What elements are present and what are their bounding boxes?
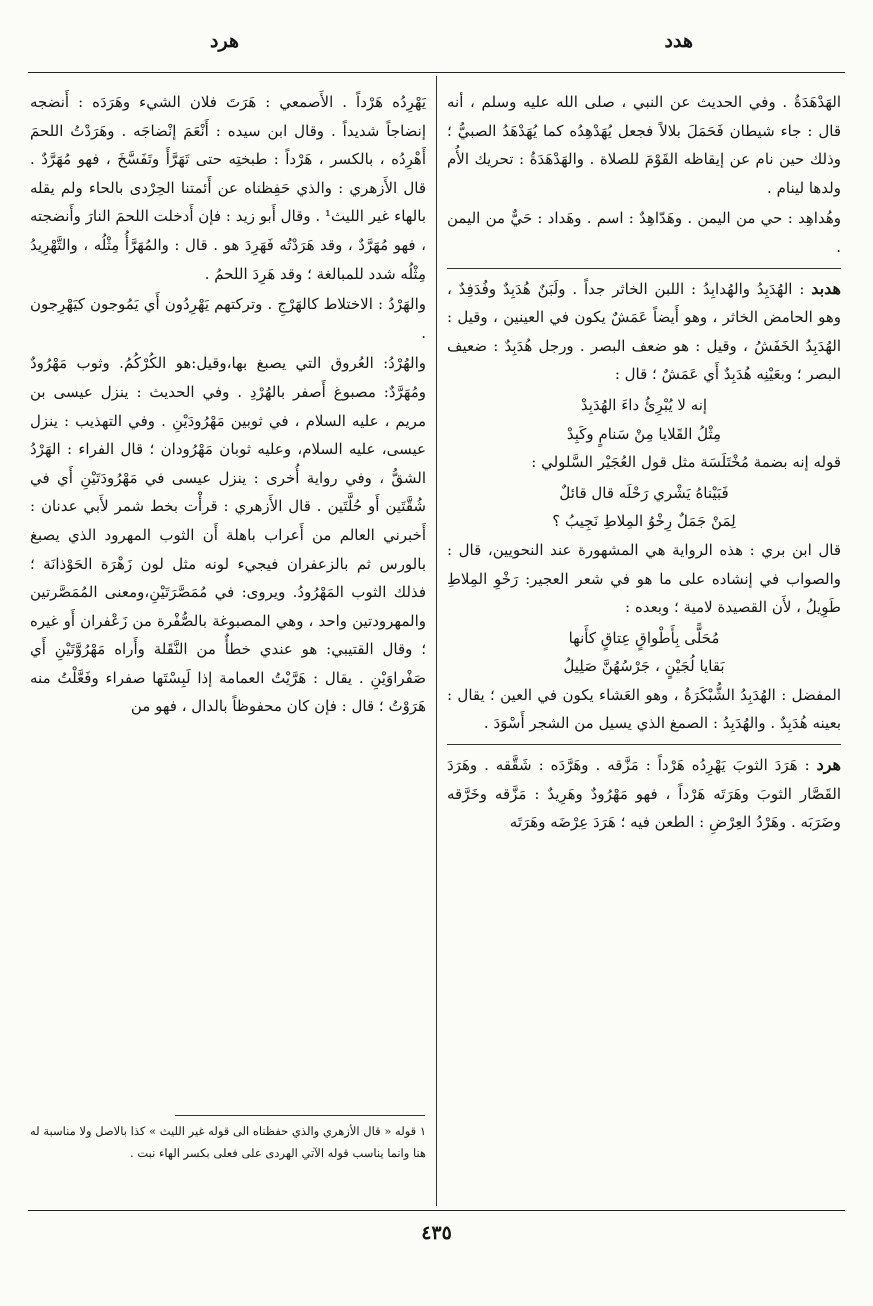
entry-text-hdbd: : الهُدَبِدُ والهُدابِدُ : اللبن الخاثر جداً . ولَبَنٌ هُدَبِدٌ وفُدَفِدٌ ، وهو الحامض الخاثر ، وهو أَيضاً عَمَشٌ يكون في العينين ، وقيل : الهُدَبِدُ الخَفَشُ ، وقيل : هو ضعف البصر . ورجل هُدَبِدٌ : ضعيف البصر ؛ وبعَيْنِه هُدَبِدٌ أَي عَمَشٌ ؛ قال : bbox=[447, 279, 841, 384]
paragraph-hard-mixing: والهَرْدُ : الاختلاط كالهَرْجِ . وتركتهم يَهْرِدُون أَي يَمُوجون كيَهْرِجون . bbox=[30, 295, 426, 342]
footer-rule bbox=[28, 1210, 845, 1211]
entry-hdbd bbox=[447, 275, 841, 389]
entry-headword-hdbd: هدبد bbox=[811, 278, 841, 298]
entry-separator bbox=[447, 744, 841, 745]
entry-headword-hrd: هرد bbox=[816, 755, 841, 775]
verse-line: مِثْلُ القَلايا مِنْ سَنامٍ وكَبِدْ bbox=[566, 424, 722, 443]
verse-line: مُحَلًّى بِأَطْواقٍ عِتاقٍ كأَنها bbox=[568, 628, 720, 647]
verse-line: فَبَيْناهُ يَشْري رَحْلَه قال قائلٌ bbox=[559, 483, 729, 502]
footnote: ١ قوله « قال الأزهري والذي حفظناه الى قوله غير الليث » كذا بالاصل ولا مناسبة له هنا وانما يناسب قوله الآتي الهردى على فعلى بكسر الهاء نبت . bbox=[30, 1124, 426, 1160]
paragraph-hudahid: وهُداهِد : حي من اليمن . وهَدّاهِدٌ : اسم . وهَداد : حَيٌّ من اليمن . bbox=[447, 209, 841, 256]
header-rule bbox=[28, 72, 845, 73]
entry-hrd bbox=[447, 751, 841, 837]
running-head-right: هدد bbox=[664, 30, 693, 52]
paragraph-hurd-dye: والهُرْدُ: العُروق التي يصبغ بها،وقيل:هو الكُرْكُمُ. وثوب مَهْرُودٌ ومُهَرَّدٌ: مصبوغ أَصفر بالهُرْدِ . وفي الحديث : ينزل عيسى بن مريم ، عليه السلام ، في ثوبين مَهْرُودَيْنِ . وفي التهذيب : ينزل عيسى، عليه السلام، وعليه ثوبان مَهْرُودان ؛ قال الفراء : الهَرْدُ الشقُّ ، وفي رواية أُخرى : ينزل عيسى في مَهْرُودَتَيْنِ أَي في شُقَّتَين أَو حُلَّتَين . قال الأَزهري : قرأْت بخط شمر لأَبي عدنان : أَخبرني العالم من أَعراب باهلة أَن الثوب المهرود الذي يصبغ بالورس ثم بالزعفران فيجيء لونه مثل لون زَهْرَة الحَوْذانَة ؛ فذلك الثوب المَهْرُودُ. ويروى: في مُمَصَّرَتَيْنِ،ومعنى المُمَصَّرتين والمهرودتين واحد ، وهي المصبوغة بالصُّفْرة من زَعْفران أَو غيره ؛ وقال القتيبي: هو عندي خطأٌ من النَّقَلة وأَراه مَهْرُوَّتَيْنِ أَي صَفْراوَيْنِ . يقال : هَرَّيْتُ العمامة إذا لَبِسْتَها صفراء وفَعَّلْتُ منه هَرَوْتُ ؛ قال : فإن كان محفوظاً بالدال ، فهو من bbox=[30, 354, 426, 716]
verse-line: إنه لا يُبْرِئُ داءَ الهُدَبِدْ bbox=[580, 395, 708, 414]
right-column bbox=[447, 88, 841, 839]
footnote-rule bbox=[175, 1115, 425, 1116]
paragraph-hadhada: الهَدْهَدَةُ . وفي الحديث عن النبي ، صلى الله عليه وسلم ، أنه قال : جاء شيطان فَحَمَلَ بلالاً فجعل يُهَدْهِدُه كما يُهَدْهَدُ الصبيُّ ؛ وذلك حين نام عن إيقاظه القَوْمَ للصلاة . والهَدْهَدَةُ : تحريك الأُم ولدها لينام . bbox=[447, 93, 841, 197]
verse-line: بَقايا لُجَيْنٍ ، جَرْسُهُنَّ صَلِيلُ bbox=[563, 657, 725, 676]
paragraph-ibn-barri: قال ابن بري : هذه الرواية هي المشهورة عند النحويين، قال : والصواب في إنشاده على ما هو في شعر العجير: رَخْوِ المِلاطِ طَوِيلُ ، لأَن القصيدة لامية ؛ وبعده : bbox=[447, 540, 841, 617]
entry-separator bbox=[447, 268, 841, 269]
page-number: ٤٣٥ bbox=[421, 1222, 452, 1244]
paragraph-mufaddal: المفضل : الهُدَبِدُ الشُّبْكَرَةُ ، وهو العَشاء يكون في العين ؛ يقال : بعينه هُدَبِدٌ . والهُدَبِدُ : الصمغ الذي يسيل من الشجر أَسْوَدَ . bbox=[447, 685, 841, 733]
left-column bbox=[30, 88, 426, 723]
column-divider bbox=[436, 76, 437, 1206]
paragraph-hrd-cont: يَهْرِدُه هَرْداً . الأَصمعي : هَرَتَ فلان الشيء وهَرَدَه : أَنضجه إنضاجاً شديداً . وقال ابن سيده : أَنْعَمَ إنْضاجَه . وهَرَدْتُ اللحمَ أَهْرِدُه ، بالكسر ، هَرْداً : طبختِه حتى تَهَرَّأَ وتَفَسَّخَ ، فهو مُهَرَّدٌ . قال الأَزهري : والذي حَفِظناه عن أَئمتنا الحِرْدى بالحاء ولم يقله بالهاء غير الليث¹ . وقال أَبو زيد : فإن أَدخلت اللحمَ النارَ وأَنضجته ، فهو مُهَرَّدٌ ، وقد هَرَدْتُه فَهَرِدَ هو . قال : والمُهَرَّأُ مِثْلُه ، والتَّهْرِيدُ مِثْلُه شدد للمبالغة ؛ وقد هَرِدَ اللحمُ . bbox=[30, 93, 426, 283]
paragraph-ujair: قوله إنه بضمة مُخْتَلَسَة مثل قول العُجَيْر السَّلولي : bbox=[531, 453, 841, 472]
verse-line: لِمَنْ جَمَلٌ رِخْوُ المِلاطِ نَجِيبُ ؟ bbox=[552, 512, 736, 531]
running-head-left: هرد bbox=[210, 30, 239, 52]
entry-text-hrd: : هَرَدَ الثوبَ يَهْرِدُه هَرْداً : مَزَّقه . وهَرَّدَه : شَقَّقه . وهَرَدَ القَصَّار الثوبَ وهَرَتَه هَرْداً ، فهو مَهْرُودٌ وهَرِيدٌ : مَزَّقه وخَرَّقه وضَرَبَه . وهَرْدُ العِرْضِ : الطعن فيه ؛ هَرَدَ عِرْضَه وهَرَتَه bbox=[447, 756, 841, 832]
